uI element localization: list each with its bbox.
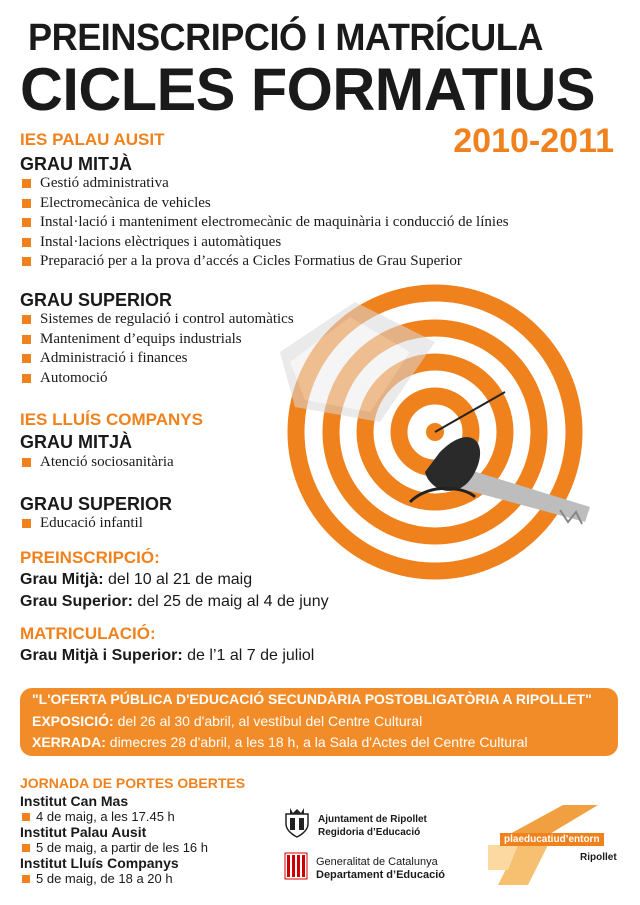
list-item: Electromecànica de vehicles <box>20 194 509 214</box>
generalitat-department: Departament d’Educació <box>316 869 445 881</box>
bullet-square-icon <box>22 374 31 383</box>
palau-grau-superior-list <box>20 310 294 388</box>
target-illustration <box>260 282 600 582</box>
lluis-grau-superior-heading: GRAU SUPERIOR <box>20 494 173 514</box>
banner-xerrada: XERRADA: dimecres 28 d'abril, a les 18 h, a la Sala d'Actes del Centre Cultural <box>32 734 528 750</box>
list-item: Manteniment d’equips industrials <box>20 330 294 350</box>
banner-title: "L'OFERTA PÚBLICA D'EDUCACIÓ SECUNDÀRIA POSTOBLIGATÒRIA A RIPOLLET" <box>32 691 592 707</box>
list-item: Gestió administrativa <box>20 174 509 194</box>
jornada-heading: JORNADA DE PORTES OBERTES <box>20 775 246 791</box>
jornada-school-name: Institut Can Mas <box>20 793 129 809</box>
ajuntament-department: Regidoria d’Educació <box>318 827 421 838</box>
jornada-school-name: Institut Palau Ausit <box>20 824 147 840</box>
palau-grau-superior-heading: GRAU SUPERIOR <box>20 290 173 310</box>
list-item: Educació infantil <box>20 514 143 534</box>
bullet-square-icon <box>22 199 31 208</box>
bullet-square-icon <box>22 218 31 227</box>
event-banner <box>20 688 618 756</box>
bullet-square-icon <box>22 315 31 324</box>
bullet-square-icon <box>22 354 31 363</box>
list-item: Automoció <box>20 369 294 389</box>
lluis-grau-mitja-heading: GRAU MITJÀ <box>20 432 132 452</box>
title-line-1: PREINSCRIPCIÓ I MATRÍCULA <box>28 17 543 59</box>
jornada-school-name: Institut Lluís Companys <box>20 855 179 871</box>
preinscripcio-heading: PREINSCRIPCIÓ: <box>20 548 160 567</box>
bullet-square-icon <box>22 179 31 188</box>
jornada-list <box>20 793 208 886</box>
title-line-2: CICLES FORMATIUS <box>20 56 596 123</box>
generalitat-flag-icon <box>284 852 308 880</box>
jornada-school-date: 4 de maig, a les 17.45 h <box>20 809 208 824</box>
bullet-square-icon <box>22 844 30 852</box>
jornada-school-date: 5 de maig, a partir de les 16 h <box>20 840 208 855</box>
jornada-school-date: 5 de maig, de 18 a 20 h <box>20 871 208 886</box>
bullet-square-icon <box>22 257 31 266</box>
bullet-square-icon <box>22 519 31 528</box>
list-item: Instal·lacions elèctriques i automàtiques <box>20 233 509 253</box>
list-item: Sistemes de regulació i control automàtics <box>20 310 294 330</box>
preinscripcio-grau-superior: Grau Superior: del 25 de maig al 4 de juny <box>20 593 329 610</box>
bullet-square-icon <box>22 875 30 883</box>
lluis-grau-superior-list <box>20 514 143 534</box>
matriculacio-dates: Grau Mitjà i Superior: de l’1 al 7 de juliol <box>20 647 315 664</box>
bullet-square-icon <box>22 335 31 344</box>
list-item: Administració i finances <box>20 349 294 369</box>
palau-grau-mitja-list <box>20 174 509 272</box>
bullet-square-icon <box>22 238 31 247</box>
list-item: Instal·lació i manteniment electromecànic de maquinària i conducció de línies <box>20 213 509 233</box>
school-palau-ausit: IES PALAU AUSIT <box>20 130 165 149</box>
matriculacio-heading: MATRICULACIÓ: <box>20 624 156 643</box>
ajuntament-name: Ajuntament de Ripollet <box>318 814 427 825</box>
lluis-grau-mitja-list <box>20 453 174 473</box>
school-year: 2010-2011 <box>453 122 614 160</box>
list-item: Preparació per a la prova d’accés a Cicles Formatius de Grau Superior <box>20 252 509 272</box>
pla-educatiu-name: plaeducatiud’entorn <box>500 833 604 846</box>
generalitat-name: Generalitat de Catalunya <box>316 856 438 868</box>
palau-grau-mitja-heading: GRAU MITJÀ <box>20 154 132 174</box>
banner-exposicio: EXPOSICIÓ: del 26 al 30 d'abril, al vestíbul del Centre Cultural <box>32 713 423 729</box>
bullet-square-icon <box>22 813 30 821</box>
ripollet-crest-icon <box>284 808 310 838</box>
bullet-square-icon <box>22 458 31 467</box>
list-item: Atenció sociosanitària <box>20 453 174 473</box>
pla-educatiu-place: Ripollet <box>580 852 617 863</box>
preinscripcio-grau-mitja: Grau Mitjà: del 10 al 21 de maig <box>20 571 253 588</box>
school-lluis-companys: IES LLUÍS COMPANYS <box>20 410 203 429</box>
